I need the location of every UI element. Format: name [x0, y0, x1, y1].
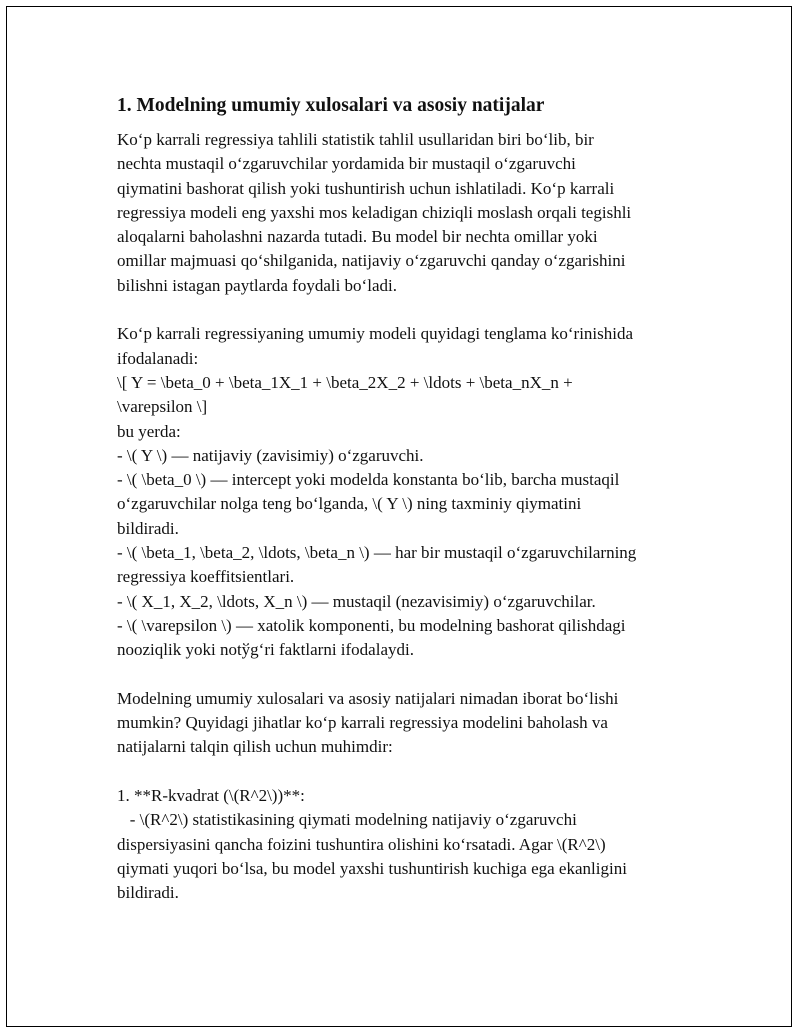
equation-line: \varepsilon \] [117, 397, 208, 417]
text-line: regressiya modeli eng yaxshi mos keladigan chiziqli moslash orqali tegishli [117, 202, 632, 222]
list-item: - \(R^2\) statistikasining qiymati modelning natijaviy oʻzgaruvchi [117, 810, 577, 830]
text-line: bilishni istagan paytlarda foydali boʻladi. [117, 275, 397, 295]
list-item: - \( X_1, X_2, \ldots, X_n \) — mustaqil (nezavisimiy) oʻzgaruvchilar. [117, 591, 596, 611]
equation-line: \[ Y = \beta_0 + \beta_1X_1 + \beta_2X_2 + \ldots + \beta_nX_n + [117, 372, 573, 392]
text-line: aloqalarni baholashni nazarda tutadi. Bu model bir nechta omillar yoki [117, 227, 598, 247]
text-line: nechta mustaqil oʻzgaruvchilar yordamida bir mustaqil oʻzgaruvchi [117, 154, 576, 174]
text-line: Koʻp karrali regressiya tahlili statistik tahlil usullaridan biri boʻlib, bir [117, 130, 594, 149]
text-line: bildiradi. [117, 518, 179, 538]
text-line: nooziqlik yoki notўgʻri faktlarni ifodalaydi. [117, 640, 414, 660]
paragraph-conclusions [117, 687, 687, 760]
paragraph-model-equation [117, 322, 687, 662]
text-line: regressiya koeffitsientlari. [117, 567, 295, 587]
text-line: oʻzgaruvchilar nolga teng boʻlganda, \( Y \) ning taxminiy qiymatini [117, 494, 582, 514]
text-line: natijalarni talqin qilish uchun muhimdir: [117, 737, 393, 757]
text-line: bildiradi. [117, 883, 179, 903]
paragraph-r-squared [117, 784, 687, 905]
list-item: 1. **R-kvadrat (\(R^2\))**: [117, 786, 305, 806]
paragraph-intro [117, 128, 687, 298]
text-line: qiymatini bashorat qilish yoki tushuntirish uchun ishlatiladi. Koʻp karrali [117, 178, 615, 198]
text-line: ifodalanadi: [117, 348, 199, 368]
text-line: dispersiyasini qancha foizini tushuntira olishini koʻrsatadi. Agar \(R^2\) [117, 834, 606, 854]
list-item: - \( \varepsilon \) — xatolik komponenti, bu modelning bashorat qilishdagi [117, 615, 626, 635]
paragraph-spacer [117, 298, 687, 322]
text-line: mumkin? Quyidagi jihatlar koʻp karrali regressiya modelini baholash va [117, 713, 608, 733]
text-line: bu yerda: [117, 421, 181, 441]
text-line: Modelning umumiy xulosalari va asosiy natijalari nimadan iborat boʻlishi [117, 688, 619, 708]
paragraph-spacer [117, 760, 687, 784]
document-body [117, 94, 687, 906]
text-line: Koʻp karrali regressiyaning umumiy modeli quyidagi tenglama koʻrinishida [117, 324, 634, 344]
text-line: qiymati yuqori boʻlsa, bu model yaxshi tushuntirish kuchiga ega ekanligini [117, 858, 627, 878]
list-item: - \( Y \) — natijaviy (zavisimiy) oʻzgaruvchi. [117, 445, 424, 465]
section-heading: 1. Modelning umumiy xulosalari va asosiy natijalar [117, 95, 545, 116]
paragraph-spacer [117, 663, 687, 687]
text-line: omillar majmuasi qoʻshilganida, natijaviy oʻzgaruvchi qanday oʻzgarishini [117, 251, 626, 271]
list-item: - \( \beta_0 \) — intercept yoki modelda konstanta boʻlib, barcha mustaqil [117, 470, 620, 490]
list-item: - \( \beta_1, \beta_2, \ldots, \beta_n \) — har bir mustaqil oʻzgaruvchilarning [117, 543, 637, 563]
